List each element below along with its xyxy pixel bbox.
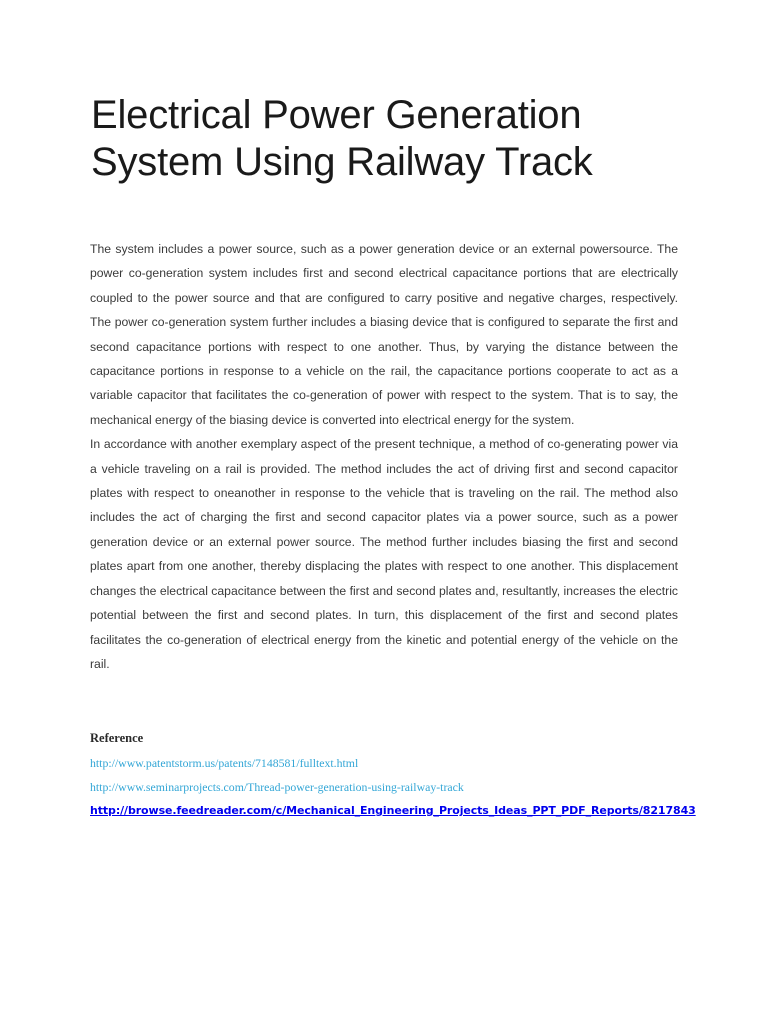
reference-link-patentstorm[interactable]: http://www.patentstorm.us/patents/7148581/fulltext.html <box>90 756 359 770</box>
document-body <box>90 237 678 676</box>
paragraph-1: The system includes a power source, such as a power generation device or an external powersource. The power co-generation system includes first and second electrical capacitance portions that are electrically coupled to the power source and that are configured to carry positive and negative charges, respectively. The power co-generation system further includes a biasing device that is configured to separate the first and second capacitance portions with respect to one another. Thus, by varying the distance between the capacitance portions in response to a vehicle on the rail, the capacitance portions cooperate to act as a variable capacitor that facilitates the co-generation of power with respect to the system. That is to say, the mechanical energy of the biasing device is converted into electrical energy for the system. <box>90 242 678 427</box>
paragraph-2: In accordance with another exemplary aspect of the present technique, a method of co-generating power via a vehicle traveling on a rail is provided. The method includes the act of driving first and second capacitor plates with respect to oneanother in response to the vehicle that is traveling on the rail. The method also includes the act of charging the first and second capacitor plates via a power source, such as a power generation device or an external power source. The method further includes biasing the first and second plates apart from one another, thereby displacing the plates with respect to one another. This displacement changes the electrical capacitance between the first and second plates and, resultantly, increases the electric potential between the first and second plates. In turn, this displacement of the first and second plates facilitates the co-generation of electrical energy from the kinetic and potential energy of the vehicle on the rail. <box>90 437 678 671</box>
document-title: Electrical Power Generation System Using Railway Track <box>91 93 593 184</box>
reference-link-feedreader[interactable]: http://browse.feedreader.com/c/Mechanical_Engineering_Projects_Ideas_PPT_PDF_Reports/8217843 <box>90 804 696 817</box>
reference-link-seminarprojects[interactable]: http://www.seminarprojects.com/Thread-power-generation-using-railway-track <box>90 780 464 794</box>
reference-heading: Reference <box>90 731 144 745</box>
